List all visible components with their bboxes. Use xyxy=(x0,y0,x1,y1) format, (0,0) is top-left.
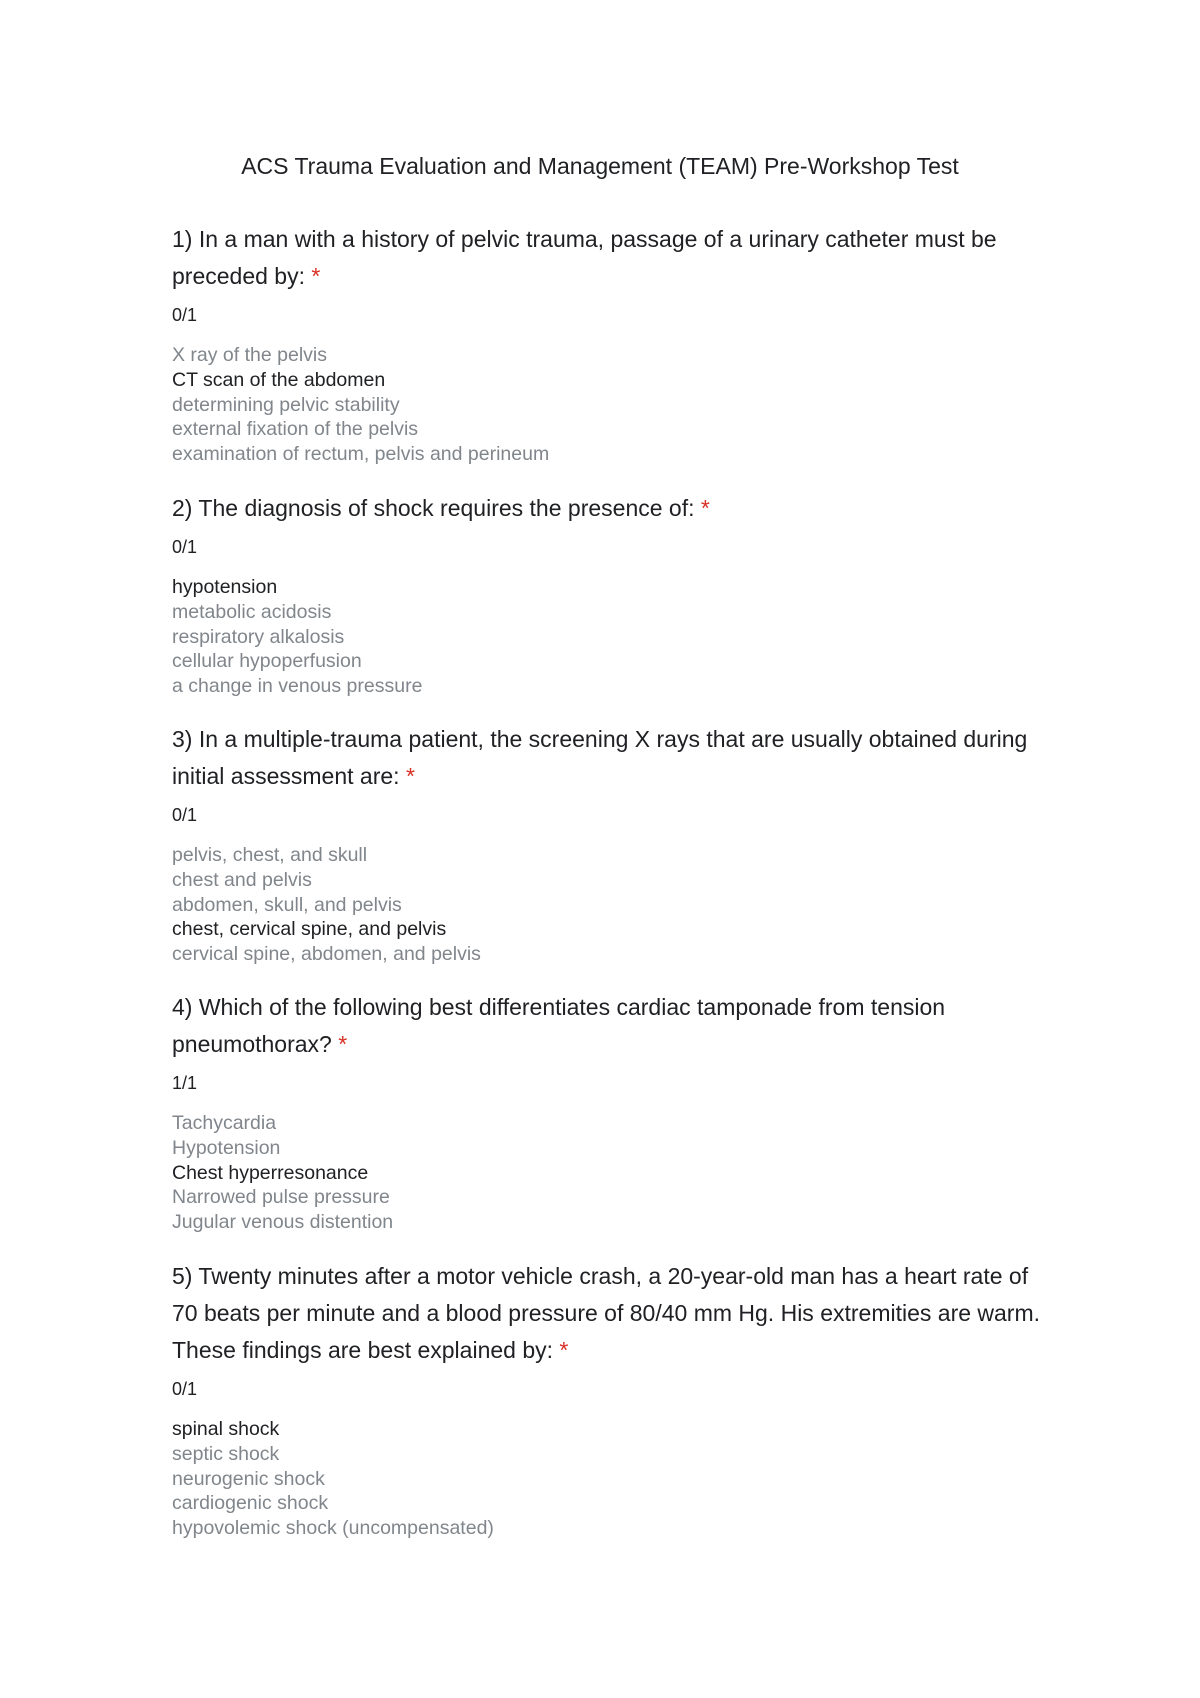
option-item: Tachycardia xyxy=(172,1112,277,1134)
page-title: ACS Trauma Evaluation and Management (TEAM) Pre-Workshop Test xyxy=(241,153,959,179)
option-item: abdomen, skull, and pelvis xyxy=(172,893,402,916)
question-text xyxy=(172,989,1052,1063)
option-item-selected: CT scan of the abdomen xyxy=(172,368,386,391)
required-asterisk: * xyxy=(311,263,321,289)
question-text-content: 2) The diagnosis of shock requires the presence of: xyxy=(172,495,695,521)
option-item: hypovolemic shock (uncompensated) xyxy=(172,1517,494,1540)
option-item: cellular hypoperfusion xyxy=(172,650,362,673)
option-item-selected: chest, cervical spine, and pelvis xyxy=(172,918,447,941)
question-1 xyxy=(172,221,1052,467)
required-asterisk: * xyxy=(405,763,415,789)
option-list xyxy=(172,343,1052,467)
required-asterisk: * xyxy=(700,495,710,521)
option-item: Jugular venous distention xyxy=(172,1211,394,1234)
question-text xyxy=(172,721,1052,795)
question-text-content: 5) Twenty minutes after a motor vehicle crash, a 20-year-old man has a heart rate of 70 beats per minute and a blood pressure of 80/40 mm Hg. His extremities are warm. These findings are best explained by: xyxy=(172,1263,1041,1363)
question-3 xyxy=(172,721,1052,967)
question-text-content: 3) In a multiple-trauma patient, the screening X rays that are usually obtained during initial assessment are: xyxy=(172,726,1028,789)
option-list xyxy=(172,1111,1052,1235)
question-text xyxy=(172,490,1052,527)
option-item: metabolic acidosis xyxy=(172,600,332,623)
question-2 xyxy=(172,490,1052,699)
option-item: cardiogenic shock xyxy=(172,1492,329,1515)
question-text-content: 4) Which of the following best differentiates cardiac tamponade from tension pneumothorax? xyxy=(172,994,946,1057)
option-item: respiratory alkalosis xyxy=(172,625,345,648)
option-item-selected: Chest hyperresonance xyxy=(172,1161,369,1184)
option-item: Hypotension xyxy=(172,1136,281,1159)
option-item: pelvis, chest, and skull xyxy=(172,844,368,866)
question-score: 0/1 xyxy=(172,305,198,325)
option-item: examination of rectum, pelvis and perineum xyxy=(172,443,550,466)
question-5 xyxy=(172,1258,1052,1541)
question-text xyxy=(172,1258,1052,1369)
option-item-selected: spinal shock xyxy=(172,1418,280,1440)
required-asterisk: * xyxy=(559,1337,569,1363)
option-item: neurogenic shock xyxy=(172,1467,325,1490)
option-item: determining pelvic stability xyxy=(172,393,400,416)
question-score: 0/1 xyxy=(172,537,198,557)
question-text xyxy=(172,221,1052,295)
question-score: 1/1 xyxy=(172,1073,198,1093)
option-list xyxy=(172,575,1052,699)
option-item: septic shock xyxy=(172,1442,280,1465)
question-score: 0/1 xyxy=(172,1379,198,1399)
question-score: 0/1 xyxy=(172,805,198,825)
option-item: a change in venous pressure xyxy=(172,675,423,698)
option-list xyxy=(172,1417,1052,1541)
required-asterisk: * xyxy=(338,1031,348,1057)
option-item: X ray of the pelvis xyxy=(172,344,327,366)
option-item: cervical spine, abdomen, and pelvis xyxy=(172,943,481,966)
question-4 xyxy=(172,989,1052,1235)
option-item-selected: hypotension xyxy=(172,576,278,598)
question-text-content: 1) In a man with a history of pelvic trauma, passage of a urinary catheter must be preceded by: xyxy=(172,226,997,289)
option-item: Narrowed pulse pressure xyxy=(172,1186,390,1209)
option-item: chest and pelvis xyxy=(172,868,312,891)
option-item: external fixation of the pelvis xyxy=(172,418,419,441)
option-list xyxy=(172,843,1052,967)
